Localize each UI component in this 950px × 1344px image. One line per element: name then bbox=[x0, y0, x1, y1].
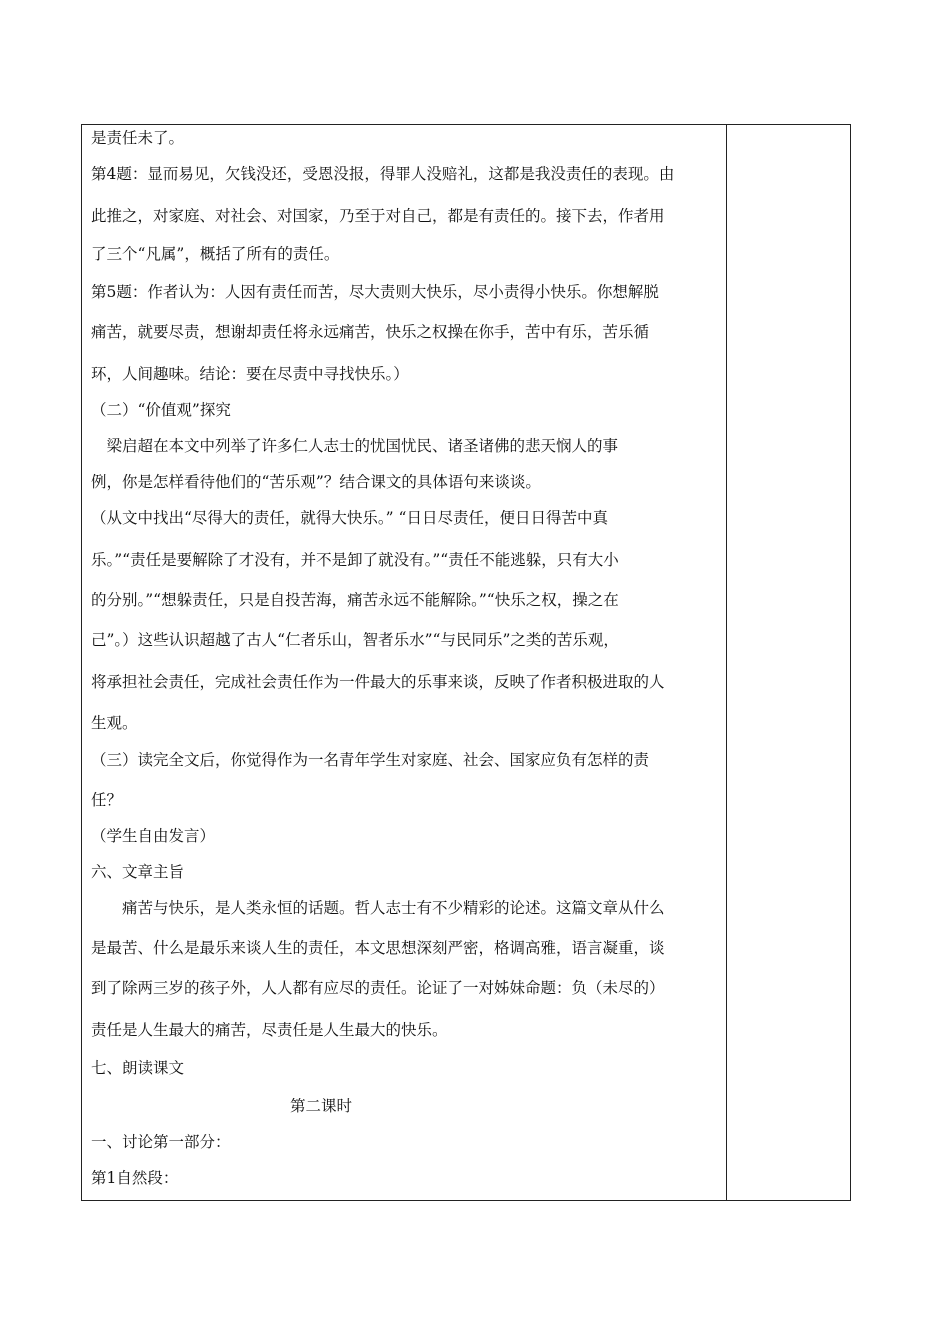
text-line: 了三个“凡属”，概括了所有的责任。 bbox=[91, 245, 340, 263]
text-line: 将承担社会责任，完成社会责任作为一件最大的乐事来谈，反映了作者积极进取的人 bbox=[91, 673, 665, 691]
lesson-title: 第二课时 bbox=[290, 1097, 353, 1115]
text-line: 例，你是怎样看待他们的“苦乐观”？结合课文的具体语句来谈谈。 bbox=[91, 473, 541, 491]
text-line: 任？ bbox=[91, 791, 123, 809]
text-line: 乐。”“责任是要解除了才没有，并不是卸了就没有。”“责任不能逃躲，只有大小 bbox=[91, 551, 619, 569]
section-heading: （二）“价值观”探究 bbox=[91, 401, 231, 419]
text-line: 是最苦、什么是最乐来谈人生的责任，本文思想深刻严密，格调高雅，语言凝重，谈 bbox=[91, 939, 665, 957]
text-line: 此推之，对家庭、对社会、对国家，乃至于对自己，都是有责任的。接下去，作者用 bbox=[91, 207, 665, 225]
text-line: 生观。 bbox=[91, 714, 138, 732]
section-heading: 六、文章主旨 bbox=[91, 863, 185, 881]
text-line: （学生自由发言） bbox=[91, 827, 216, 845]
text-line: （从文中找出“尽得大的责任，就得大快乐。” “日日尽责任，便日日得苦中真 bbox=[91, 509, 608, 527]
text-line: 到了除两三岁的孩子外，人人都有应尽的责任。论证了一对姊妹命题：负（未尽的） bbox=[91, 979, 665, 997]
text-line: 痛苦与快乐，是人类永恒的话题。哲人志士有不少精彩的论述。这篇文章从什么 bbox=[91, 899, 665, 917]
text-line: 梁启超在本文中列举了许多仁人志士的忧国忧民、诸圣诸佛的悲天悯人的事 bbox=[91, 437, 619, 455]
text-line: 第5题：作者认为：人因有责任而苦，尽大责则大快乐，尽小责得小快乐。你想解脱 bbox=[91, 283, 659, 301]
section-heading: 七、朗读课文 bbox=[91, 1059, 185, 1077]
text-line: 第4题：显而易见，欠钱没还，受恩没报，得罪人没赔礼，这都是我没责任的表现。由 bbox=[91, 165, 675, 183]
table-column-divider bbox=[726, 124, 727, 1201]
text-line: 责任是人生最大的痛苦，尽责任是人生最大的快乐。 bbox=[91, 1021, 448, 1039]
text-line: 己”。）这些认识超越了古人“仁者乐山，智者乐水”“与民同乐”之类的苦乐观， bbox=[91, 631, 619, 649]
section-heading: 一、讨论第一部分： bbox=[91, 1133, 231, 1151]
text-line: 第1自然段： bbox=[91, 1169, 179, 1187]
text-line: 痛苦，就要尽责，想谢却责任将永远痛苦，快乐之权操在你手，苦中有乐，苦乐循 bbox=[91, 323, 650, 341]
section-heading: （三）读完全文后，你觉得作为一名青年学生对家庭、社会、国家应负有怎样的责 bbox=[91, 751, 650, 769]
text-line: 环，人间趣味。结论：要在尽责中寻找快乐。） bbox=[91, 365, 409, 383]
text-line: 是责任未了。 bbox=[91, 129, 185, 147]
text-line: 的分别。”“想躲责任，只是自投苦海，痛苦永远不能解除。”“快乐之权，操之在 bbox=[91, 591, 619, 609]
